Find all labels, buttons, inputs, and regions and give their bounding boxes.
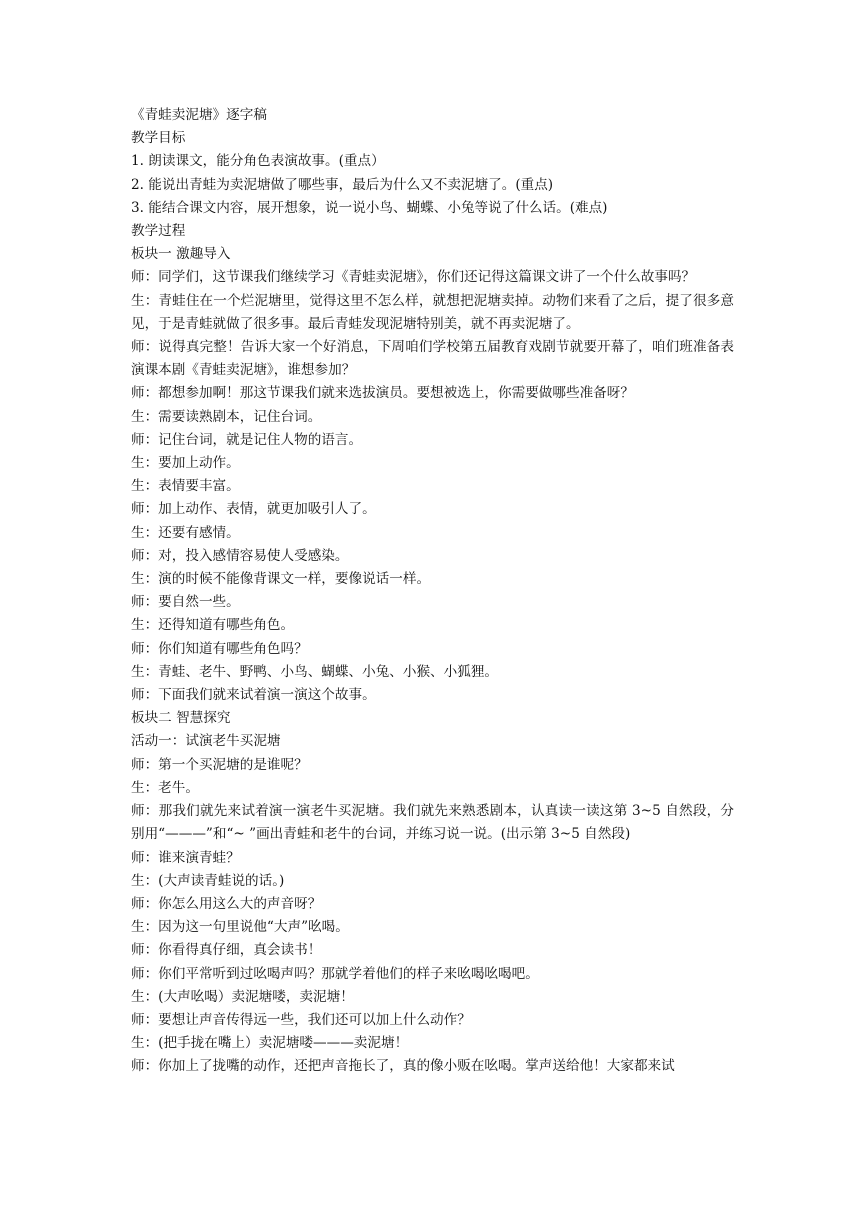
document-paragraph: 师：说得真完整！告诉大家一个好消息，下周咱们学校第五届教育戏剧节就要开幕了，咱们班准备表演课本剧《青蛙卖泥塘》，谁想参加？ [131, 339, 734, 379]
document-body [131, 127, 734, 1078]
document-paragraph: 3. 能结合课文内容，展开想象，说一说小鸟、蝴蝶、小兔等说了什么话。(难点) [131, 199, 608, 216]
document-paragraph: 活动一：试演老牛买泥塘 [131, 733, 281, 750]
document-paragraph: 2. 能说出青蛙为卖泥塘做了哪些事，最后为什么又不卖泥塘了。(重点) [131, 176, 554, 193]
document-paragraph: 师：谁来演青蛙？ [131, 849, 240, 866]
document-paragraph: 生：老牛。 [131, 779, 199, 796]
document-paragraph: 师：你们平常听到过吆喝声吗？那就学着他们的样子来吆喝吆喝吧。 [131, 965, 539, 982]
document-paragraph: 板块一 激趣导入 [131, 246, 231, 263]
document-paragraph: 师：你加上了拢嘴的动作，还把声音拖长了，真的像小贩在吆喝。掌声送给他！大家都来试 [131, 1058, 675, 1075]
document-paragraph: 生：还得知道有哪些角色。 [131, 617, 295, 634]
document-paragraph: 板块二 智慧探究 [131, 710, 231, 727]
document-paragraph: 1. 朗读课文，能分角色表演故事。(重点） [131, 153, 385, 170]
document-paragraph: 生：青蛙、老牛、野鸭、小鸟、蝴蝶、小兔、小猴、小狐狸。 [131, 663, 499, 680]
document-paragraph: 生：(大声吆喝）卖泥塘喽，卖泥塘！ [131, 988, 354, 1005]
document-paragraph: 师：对，投入感情容易使人受感染。 [131, 547, 349, 564]
document-paragraph: 师：同学们，这节课我们继续学习《青蛙卖泥塘》，你们还记得这篇课文讲了一个什么故事吗？ [131, 269, 696, 286]
document-paragraph: 生：青蛙住在一个烂泥塘里，觉得这里不怎么样，就想把泥塘卖掉。动物们来看了之后，提了很多意见，于是青蛙就做了很多事。最后青蛙发现泥塘特别美，就不再卖泥塘了。 [131, 292, 734, 332]
document-paragraph: 师：那我们就先来试着演一演老牛买泥塘。我们就先来熟悉剧本，认真读一读这第 3~5 自然段，分别用“———”和“~ ”画出青蛙和老牛的台词，并练习说一说。(出示第 3~5 自然段) [131, 803, 734, 843]
document-paragraph: 生：(大声读青蛙说的话。) [131, 872, 285, 889]
document-paragraph: 师：都想参加啊！那这节课我们就来选拔演员。要想被选上，你需要做哪些准备呀？ [131, 385, 634, 402]
document-paragraph: 师：你们知道有哪些角色吗？ [131, 640, 308, 657]
document-paragraph: 师：加上动作、表情，就更加吸引人了。 [131, 501, 376, 518]
document-title: 《青蛙卖泥塘》逐字稿 [131, 107, 267, 123]
document-paragraph: 师：要自然一些。 [131, 594, 240, 611]
document-paragraph: 生：需要读熟剧本，记住台词。 [131, 408, 322, 425]
document-paragraph: 师：要想让声音传得远一些，我们还可以加上什么动作？ [131, 1011, 471, 1028]
document-page [131, 104, 734, 1079]
document-paragraph: 师：你看得真仔细，真会读书！ [131, 942, 322, 959]
document-paragraph: 教学过程 [131, 223, 186, 240]
document-paragraph: 生：还要有感情。 [131, 524, 240, 541]
document-paragraph: 教学目标 [131, 130, 186, 147]
document-paragraph: 生：(把手拢在嘴上）卖泥塘喽———卖泥塘！ [131, 1035, 409, 1052]
document-paragraph: 师：你怎么用这么大的声音呀？ [131, 895, 322, 912]
document-paragraph: 师：记住台词，就是记住人物的语言。 [131, 431, 363, 448]
document-paragraph: 生：演的时候不能像背课文一样，要像说话一样。 [131, 571, 431, 588]
document-paragraph: 师：第一个买泥塘的是谁呢？ [131, 756, 308, 773]
document-paragraph: 生：因为这一句里说他“大声”吆喝。 [131, 919, 349, 936]
document-paragraph: 生：表情要丰富。 [131, 478, 240, 495]
document-paragraph: 生：要加上动作。 [131, 455, 240, 472]
document-paragraph: 师：下面我们就来试着演一演这个故事。 [131, 687, 376, 704]
